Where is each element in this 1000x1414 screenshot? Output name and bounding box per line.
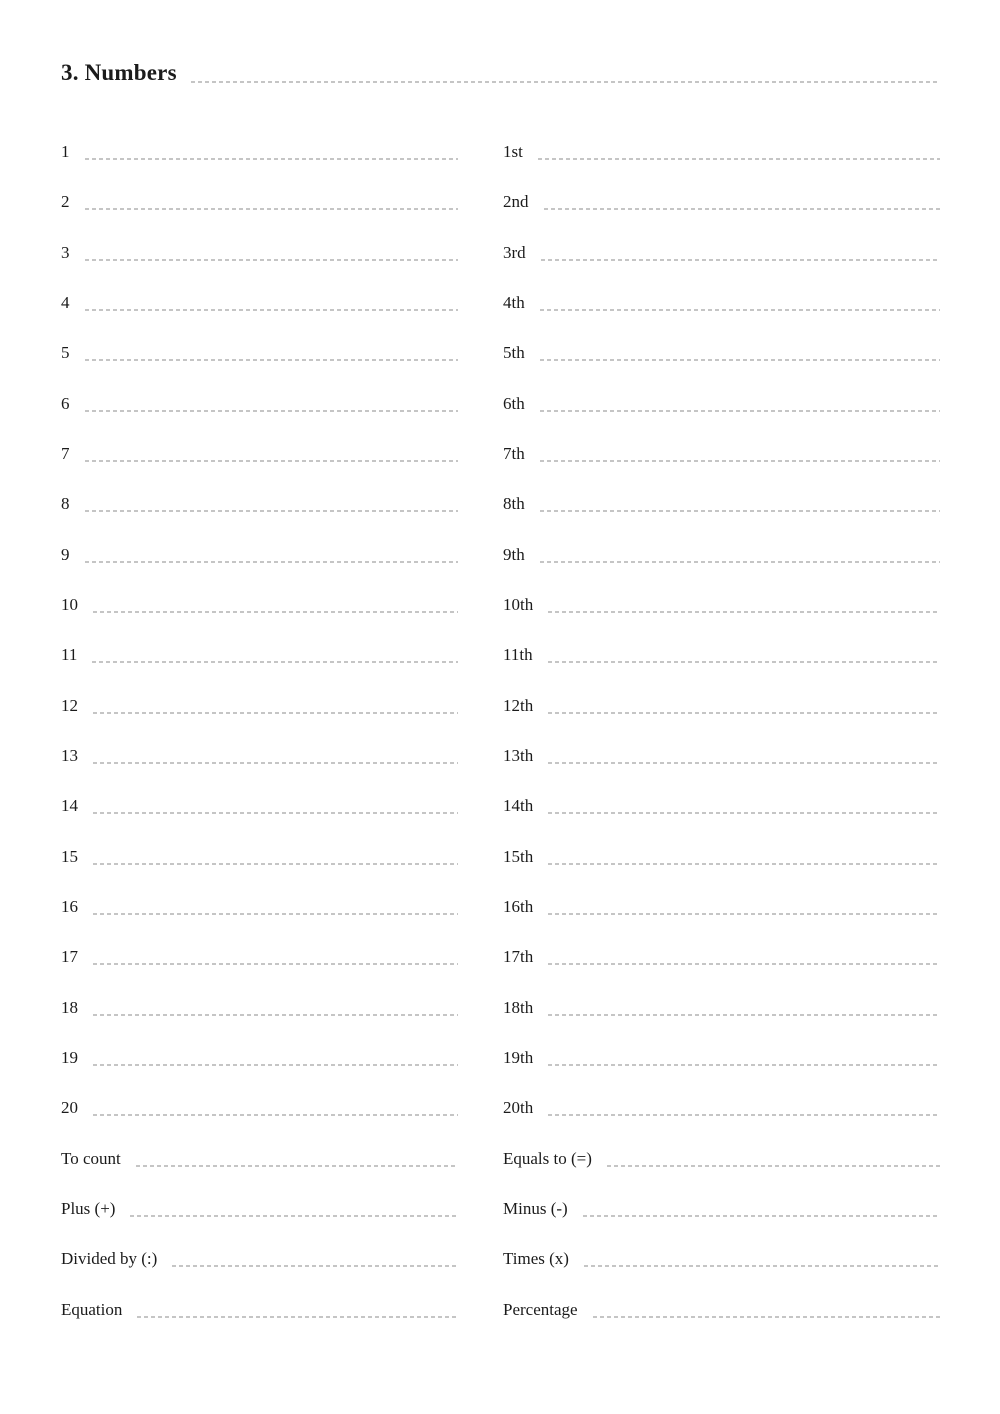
worksheet-row [61, 429, 940, 479]
entry-left [61, 242, 458, 264]
blank-line [93, 611, 458, 613]
entry-right [503, 292, 940, 314]
entry-right [503, 695, 940, 717]
entry-label: Plus (+) [61, 1199, 116, 1219]
blank-line [548, 812, 940, 814]
entry-label: 9th [503, 544, 525, 564]
blank-line [93, 963, 458, 965]
entry-right [503, 544, 940, 566]
entry-left [61, 1299, 458, 1321]
blank-line [541, 259, 940, 261]
worksheet-row [61, 127, 940, 177]
entry-left [61, 1198, 458, 1220]
worksheet-row [61, 278, 940, 328]
blank-line [540, 410, 940, 412]
entry-left [61, 443, 458, 465]
blank-line [548, 1114, 940, 1116]
worksheet-row [61, 882, 940, 932]
entry-label: 2nd [503, 192, 529, 212]
blank-line [548, 712, 940, 714]
entry-label: 3 [61, 242, 70, 262]
entry-left [61, 191, 458, 213]
worksheet-row [61, 530, 940, 580]
blank-line [93, 1114, 458, 1116]
blank-line [93, 1014, 458, 1016]
entry-left [61, 1047, 458, 1069]
worksheet-row [61, 630, 940, 680]
entry-label: 10th [503, 595, 534, 615]
entry-right [503, 896, 940, 918]
worksheet-row [61, 1033, 940, 1083]
entry-right [503, 997, 940, 1019]
worksheet-row [61, 379, 940, 429]
entry-label: 13th [503, 746, 534, 766]
blank-line [548, 913, 940, 915]
blank-line [93, 762, 458, 764]
worksheet-row [61, 177, 940, 227]
blank-line [544, 208, 941, 210]
entry-left [61, 795, 458, 817]
blank-line [85, 208, 459, 210]
blank-line [540, 510, 940, 512]
entry-right [503, 644, 940, 666]
entry-label: 12 [61, 695, 78, 715]
blank-line [93, 812, 458, 814]
entry-label: 11 [61, 645, 78, 665]
blank-line [130, 1215, 458, 1217]
worksheet-row [61, 1134, 940, 1184]
entry-right [503, 1097, 940, 1119]
entry-right [503, 1148, 940, 1170]
entry-right [503, 443, 940, 465]
blank-line [548, 963, 940, 965]
entry-label: 12th [503, 695, 534, 715]
entry-left [61, 141, 458, 163]
entry-right [503, 1198, 940, 1220]
entry-label: 17 [61, 947, 78, 967]
entry-left [61, 1248, 458, 1270]
entry-right [503, 342, 940, 364]
entry-label: 15 [61, 846, 78, 866]
entry-label: Minus (-) [503, 1199, 568, 1219]
entry-label: 17th [503, 947, 534, 967]
entry-left [61, 1097, 458, 1119]
worksheet-row [61, 983, 940, 1033]
entry-label: Equals to (=) [503, 1148, 592, 1168]
page-title: 3. Numbers [61, 60, 177, 85]
blank-line [538, 158, 940, 160]
entry-label: 14 [61, 796, 78, 816]
worksheet-row [61, 731, 940, 781]
worksheet-row [61, 580, 940, 630]
blank-line [583, 1215, 940, 1217]
entry-label: 6 [61, 393, 70, 413]
entry-right [503, 242, 940, 264]
entry-label: 16 [61, 897, 78, 917]
worksheet-row [61, 1184, 940, 1234]
entry-label: 5th [503, 343, 525, 363]
blank-line [540, 460, 940, 462]
entry-left [61, 292, 458, 314]
entry-left [61, 846, 458, 868]
worksheet-row [61, 228, 940, 278]
entry-label: 16th [503, 897, 534, 917]
entry-label: 19th [503, 1048, 534, 1068]
worksheet-row [61, 832, 940, 882]
blank-line [93, 1064, 458, 1066]
blank-line [584, 1265, 940, 1267]
entry-label: Equation [61, 1299, 123, 1319]
blank-line [85, 359, 459, 361]
entry-label: 1st [503, 142, 523, 162]
blank-line [85, 410, 459, 412]
worksheet-row [61, 1083, 940, 1133]
entry-left [61, 997, 458, 1019]
entry-left [61, 695, 458, 717]
blank-line [540, 309, 940, 311]
blank-line [548, 762, 940, 764]
blank-line [92, 661, 458, 663]
blank-line [93, 863, 458, 865]
entry-right [503, 493, 940, 515]
blank-line [540, 561, 940, 563]
blank-line [85, 460, 459, 462]
entry-label: 8th [503, 494, 525, 514]
entry-label: 3rd [503, 242, 526, 262]
blank-line [548, 1064, 940, 1066]
entry-right [503, 1248, 940, 1270]
entry-label: 19 [61, 1048, 78, 1068]
worksheet-row [61, 932, 940, 982]
blank-line [548, 611, 940, 613]
entry-label: 14th [503, 796, 534, 816]
entry-label: 11th [503, 645, 533, 665]
entry-label: 5 [61, 343, 70, 363]
entry-label: 9 [61, 544, 70, 564]
blank-line [548, 1014, 940, 1016]
entry-label: 18 [61, 997, 78, 1017]
entry-label: 4th [503, 293, 525, 313]
title-leader-line [191, 81, 940, 83]
blank-line [85, 259, 459, 261]
entry-label: 7th [503, 444, 525, 464]
entry-right [503, 795, 940, 817]
blank-line [136, 1165, 458, 1167]
entry-right [503, 594, 940, 616]
blank-line [93, 913, 458, 915]
entry-right [503, 946, 940, 968]
entry-label: 6th [503, 393, 525, 413]
worksheet-row [61, 1285, 940, 1335]
blank-line [85, 309, 459, 311]
blank-line [85, 561, 459, 563]
entry-label: 2 [61, 192, 70, 212]
worksheet-row [61, 781, 940, 831]
entry-left [61, 544, 458, 566]
blank-line [540, 359, 940, 361]
entry-label: 15th [503, 846, 534, 866]
entry-right [503, 141, 940, 163]
entry-label: 13 [61, 746, 78, 766]
worksheet-row [61, 479, 940, 529]
worksheet-row [61, 681, 940, 731]
entry-left [61, 594, 458, 616]
entry-right [503, 191, 940, 213]
entry-left [61, 1148, 458, 1170]
entry-right [503, 846, 940, 868]
blank-line [137, 1316, 458, 1318]
entry-label: 8 [61, 494, 70, 514]
entry-label: 1 [61, 142, 70, 162]
entry-left [61, 493, 458, 515]
blank-line [548, 661, 940, 663]
entry-label: 20th [503, 1098, 534, 1118]
blank-line [85, 510, 459, 512]
section-header [61, 58, 940, 88]
entry-right [503, 745, 940, 767]
entry-label: Divided by (:) [61, 1249, 158, 1269]
entry-right [503, 1299, 940, 1321]
entry-label: 10 [61, 595, 78, 615]
entry-right [503, 1047, 940, 1069]
entry-left [61, 342, 458, 364]
entry-left [61, 644, 458, 666]
worksheet-row [61, 328, 940, 378]
entry-right [503, 393, 940, 415]
blank-line [172, 1265, 458, 1267]
entry-left [61, 946, 458, 968]
entry-label: 18th [503, 997, 534, 1017]
worksheet-row [61, 1234, 940, 1284]
blank-line [85, 158, 459, 160]
entry-label: 4 [61, 293, 70, 313]
entry-label: 20 [61, 1098, 78, 1118]
blank-line [93, 712, 458, 714]
entry-label: Times (x) [503, 1249, 569, 1269]
blank-line [548, 863, 940, 865]
entry-left [61, 745, 458, 767]
entry-label: To count [61, 1148, 121, 1168]
blank-line [607, 1165, 940, 1167]
worksheet-rows [61, 127, 940, 1335]
entry-label: Percentage [503, 1299, 578, 1319]
entry-left [61, 393, 458, 415]
entry-left [61, 896, 458, 918]
entry-label: 7 [61, 444, 70, 464]
blank-line [593, 1316, 940, 1318]
